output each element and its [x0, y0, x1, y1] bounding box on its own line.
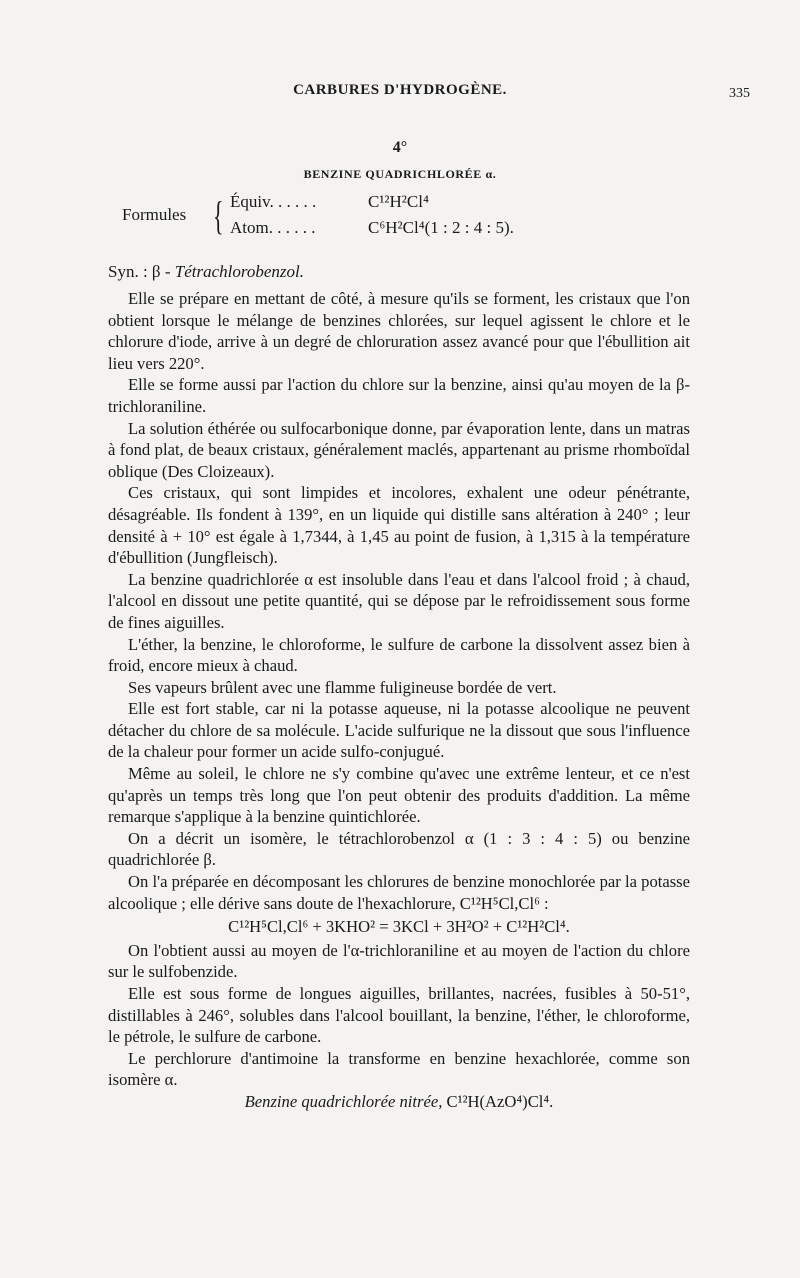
paragraph: Même au soleil, le chlore ne s'y combine qu'avec une extrême lenteur, et ce n'est qu'après un temps très long que l'on peut obtenir des produits d'addition. La même remarque s'applique à la benzine quintichlorée. — [108, 764, 690, 827]
formula-label: Équiv. . . . . . — [230, 192, 317, 211]
synonym-prefix: Syn. : β - — [108, 262, 175, 281]
formula-label: Atom. . . . . . — [230, 218, 316, 237]
compound-title: BENZINE QUADRICHLORÉE α. — [303, 167, 497, 181]
paragraph: On l'obtient aussi au moyen de l'α-trichloraniline et au moyen de l'action du chlore sur le sulfobenzide. — [108, 940, 690, 982]
formulas-label: Formules — [122, 205, 187, 224]
paragraph: Le perchlorure d'antimoine la transforme en benzine hexachlorée, comme son isomère α. — [108, 1048, 690, 1090]
paragraph: Elle est fort stable, car ni la potasse aqueuse, ni la potasse alcoolique ne peuvent détacher du chlore de sa molécule. L'acide sulfurique ne la dissout que sous l'influence de la chaleur pour former un acide sulfo-conjugué. — [108, 699, 690, 762]
paragraph: Ces cristaux, qui sont limpides et incolores, exhalent une odeur pénétrante, désagréable. Ils fondent à 139°, en un liquide qui distille sans altération à 240° ; leur densité à + 10° est égale à 1,7344, à 1,45 au point de fusion, à 1,315 à la température d'ébullition (Jungfleisch). — [108, 483, 690, 568]
formula-value: C¹²H²Cl⁴ — [368, 192, 429, 211]
running-header: CARBURES D'HYDROGÈNE. — [293, 82, 507, 98]
synonym-name: Tétrachlorobenzol. — [174, 262, 304, 281]
formula-row-equiv — [230, 192, 429, 212]
next-heading-name: Benzine quadrichlorée nitrée, — [244, 1091, 443, 1111]
paragraph: Elle se forme aussi par l'action du chlore sur la benzine, ainsi qu'au moyen de la β-trichloraniline. — [108, 375, 690, 416]
formula-row-atom — [230, 218, 514, 238]
paragraph: Elle est sous forme de longues aiguilles, brillantes, nacrées, fusibles à 50-51°, distillables à 246°, solubles dans l'alcool bouillant, la benzine, l'éther, le chloroforme, le pétrole, le sulfure de carbone. — [108, 984, 690, 1047]
paragraph: Ses vapeurs brûlent avec une flamme fuligineuse bordée de vert. — [128, 677, 557, 697]
paragraph: Elle se prépare en mettant de côté, à mesure qu'ils se forment, les cristaux que l'on obtient lorsque le mélange de benzines chlorées, sur lequel agissent le chlore et le chlorure d'iode, arrive à un degré de chloruration assez avancé pour que l'ébullition ait lieu vers 220°. — [108, 289, 690, 373]
paragraph: L'éther, la benzine, le chloroforme, le sulfure de carbone la dissolvent assez bien à froid, encore mieux à chaud. — [108, 634, 690, 676]
chemical-equation: C¹²H⁵Cl,Cl⁶ + 3KHO² = 3KCl + 3H²O² + C¹²H²Cl⁴. — [228, 917, 570, 937]
synonym-line — [108, 262, 304, 282]
section-number: 4° — [392, 139, 408, 156]
paragraph: La solution éthérée ou sulfocarbonique donne, par évaporation lente, dans un matras à fond plat, de beaux cristaux, généralement maclés, appartenant au prisme rhomboïdal oblique (Des Cloizeaux). — [108, 418, 690, 481]
paragraph: On l'a préparée en décomposant les chlorures de benzine monochlorée par la potasse alcoolique ; elle dérive sans doute de l'hexachlorure, C¹²H⁵Cl,Cl⁶ : — [108, 872, 690, 913]
page-number: 335 — [729, 86, 750, 101]
body-text — [108, 288, 690, 1113]
curly-brace-icon: { — [213, 193, 224, 238]
paragraph: On a décrit un isomère, le tétrachlorobenzol α (1 : 3 : 4 : 5) ou benzine quadrichlorée β. — [108, 828, 690, 870]
paragraph: La benzine quadrichlorée α est insoluble dans l'eau et dans l'alcool froid ; à chaud, l'alcool en dissout une petite quantité, qui se dépose par le refroidissement sous forme de fines aiguilles. — [108, 569, 690, 632]
next-heading — [108, 1091, 690, 1113]
formula-value: C⁶H²Cl⁴(1 : 2 : 4 : 5). — [368, 218, 514, 237]
next-heading-formula: C¹²H(AzO⁴)Cl⁴. — [446, 1091, 554, 1111]
